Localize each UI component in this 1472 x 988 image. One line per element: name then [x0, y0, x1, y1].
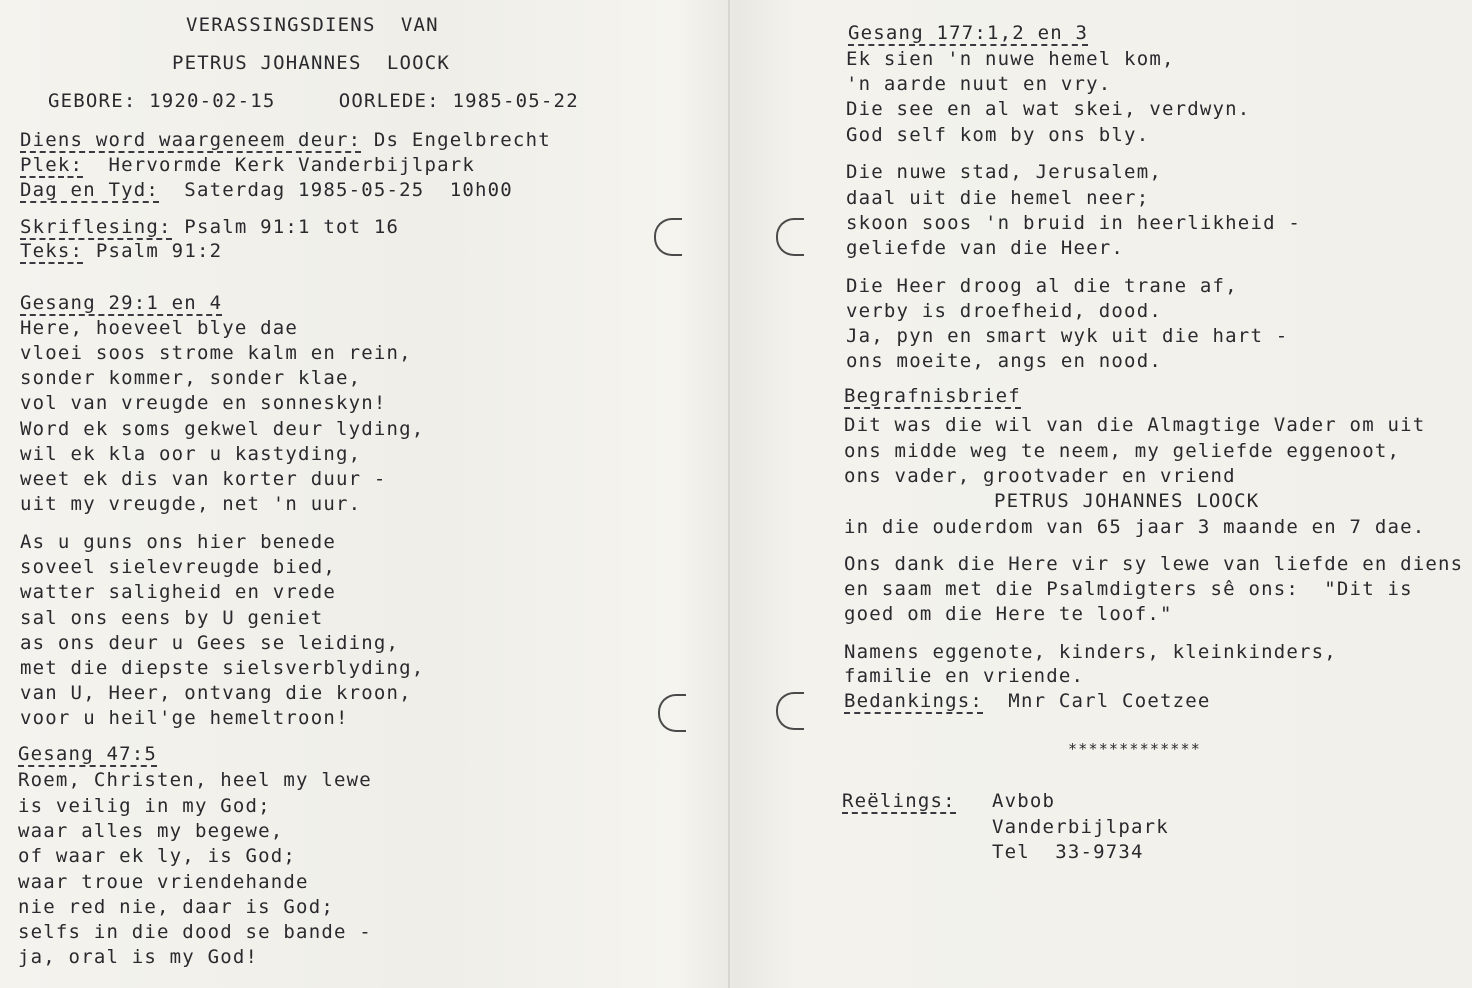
hymn1-verse1-line: wil ek kla oor u kastyding, [20, 443, 362, 465]
punch-hole-mark [776, 692, 804, 730]
hymn2-line: waar troue vriendehande [18, 871, 309, 893]
hymn2-line: nie red nie, daar is God; [18, 896, 334, 918]
hymn1-verse2-line: as ons deur u Gees se leiding, [20, 632, 400, 654]
hymn1-heading [20, 292, 222, 314]
family-line: Namens eggenote, kinders, kleinkinders, [844, 641, 1337, 663]
hymn1-verse1-line: vol van vreugde en sonneskyn! [20, 392, 387, 414]
officiant-label: Diens word waargeneem deur: [20, 129, 362, 151]
officiant-value: Ds Engelbrecht [361, 129, 551, 151]
punch-hole-mark [658, 694, 686, 732]
right-page [730, 0, 1472, 988]
arrangements-line: Avbob [992, 790, 1056, 812]
acknowledgements-line [844, 690, 1211, 712]
thanks-paragraph-line: goed om die Here te loof." [844, 603, 1173, 625]
reading-value: Psalm 91:1 tot 16 [171, 216, 400, 238]
day-time-line [20, 179, 513, 201]
day-time-label: Dag en Tyd: [20, 179, 160, 201]
acknowledgements-label: Bedankings: [844, 690, 984, 712]
punch-hole-mark [776, 218, 804, 256]
text-label: Teks: [20, 240, 84, 262]
thanks-paragraph-line: en saam met die Psalmdigters sê ons: "Dit is [844, 578, 1413, 600]
hymn3-verse3-line: Ja, pyn en smart wyk uit die hart - [846, 325, 1289, 347]
hymn1-verse2-line: van U, Heer, ontvang die kroon, [20, 682, 412, 704]
hymn2-line: waar alles my begewe, [18, 820, 284, 842]
place-value: Hervormde Kerk Vanderbijlpark [83, 154, 476, 176]
reading-line [20, 216, 399, 238]
text-value: Psalm 91:2 [83, 240, 223, 262]
hymn1-verse1-line: Here, hoeveel blye dae [20, 317, 299, 339]
hymn1-verse1-line: sonder kommer, sonder klae, [20, 367, 362, 389]
day-time-value: Saterdag 1985-05-25 10h00 [159, 179, 513, 201]
arrangements-label [842, 790, 956, 812]
hymn2-heading-text: Gesang 47:5 [18, 743, 158, 765]
hymn3-heading [848, 22, 1088, 44]
hymn1-verse2-line: sal ons eens by U geniet [20, 607, 324, 629]
hymn2-line: ja, oral is my God! [18, 946, 259, 968]
funeral-letter-line: ons midde weg te neem, my geliefde eggenoot, [844, 440, 1401, 462]
punch-hole-mark [654, 218, 682, 256]
hymn2-line: Roem, Christen, heel my lewe [18, 769, 372, 791]
hymn2-line: selfs in die dood se bande - [18, 921, 372, 943]
deceased-name: PETRUS JOHANNES LOOCK [994, 490, 1260, 512]
hymn3-verse3-line: ons moeite, angs en nood. [846, 350, 1162, 372]
place-line [20, 154, 475, 176]
hymn3-verse1-line: Ek sien 'n nuwe hemel kom, [846, 48, 1175, 70]
hymn3-verse3-line: Die Heer droog al die trane af, [846, 275, 1238, 297]
hymn1-verse2-line: watter saligheid en vrede [20, 581, 336, 603]
left-page [0, 0, 720, 988]
hymn3-verse2-line: skoon soos 'n bruid in heerlikheid - [846, 212, 1302, 234]
hymn3-verse2-line: geliefde van die Heer. [846, 237, 1125, 259]
hymn2-line: is veilig in my God; [18, 795, 271, 817]
acknowledgements-value: Mnr Carl Coetzee [983, 690, 1211, 712]
title-line-2: PETRUS JOHANNES LOOCK [172, 52, 451, 74]
hymn3-verse1-line: 'n aarde nuut en vry. [846, 73, 1112, 95]
birth-death-dates: GEBORE: 1920-02-15 OORLEDE: 1985-05-22 [48, 90, 579, 112]
funeral-letter-line: Dit was die wil van die Almagtige Vader om uit [844, 414, 1426, 436]
title-line-1: VERASSINGSDIENS VAN [186, 14, 439, 36]
officiant-line [20, 129, 551, 151]
reading-label: Skriflesing: [20, 216, 172, 238]
arrangements-label-text: Reëlings: [842, 790, 956, 812]
hymn2-heading [18, 743, 157, 765]
funeral-letter-line: in die ouderdom van 65 jaar 3 maande en 7 dae. [844, 516, 1426, 538]
arrangements-line: Vanderbijlpark [992, 816, 1169, 838]
hymn2-line: of waar ek ly, is God; [18, 845, 297, 867]
family-line: familie en vriende. [844, 665, 1085, 687]
hymn1-verse1-line: weet ek dis van korter duur - [20, 468, 387, 490]
hymn1-verse2-line: As u guns ons hier benede [20, 531, 336, 553]
funeral-letter-heading-text: Begrafnisbrief [844, 385, 1021, 407]
hymn3-verse2-line: daal uit die hemel neer; [846, 187, 1150, 209]
hymn3-verse2-line: Die nuwe stad, Jerusalem, [846, 161, 1162, 183]
funeral-letter-heading [844, 385, 1021, 407]
hymn1-verse1-line: vloei soos strome kalm en rein, [20, 342, 412, 364]
separator-stars: ************* [1068, 740, 1201, 758]
hymn1-verse1-line: Word ek soms gekwel deur lyding, [20, 418, 425, 440]
hymn1-heading-text: Gesang 29:1 en 4 [20, 292, 223, 314]
place-label: Plek: [20, 154, 84, 176]
funeral-letter-line: ons vader, grootvader en vriend [844, 465, 1236, 487]
hymn3-verse3-line: verby is droefheid, dood. [846, 300, 1162, 322]
hymn1-verse2-line: met die diepste sielsverblyding, [20, 657, 425, 679]
hymn3-heading-text: Gesang 177:1,2 en 3 [848, 22, 1089, 44]
hymn1-verse1-line: uit my vreugde, net 'n uur. [20, 493, 362, 515]
thanks-paragraph-line: Ons dank die Here vir sy lewe van liefde en diens [844, 553, 1464, 575]
arrangements-line: Tel 33-9734 [992, 841, 1144, 863]
hymn3-verse1-line: God self kom by ons bly. [846, 124, 1150, 146]
hymn1-verse2-line: soveel sielevreugde bied, [20, 556, 336, 578]
hymn3-verse1-line: Die see en al wat skei, verdwyn. [846, 98, 1251, 120]
text-line [20, 240, 222, 262]
hymn1-verse2-line: voor u heil'ge hemeltroon! [20, 707, 349, 729]
